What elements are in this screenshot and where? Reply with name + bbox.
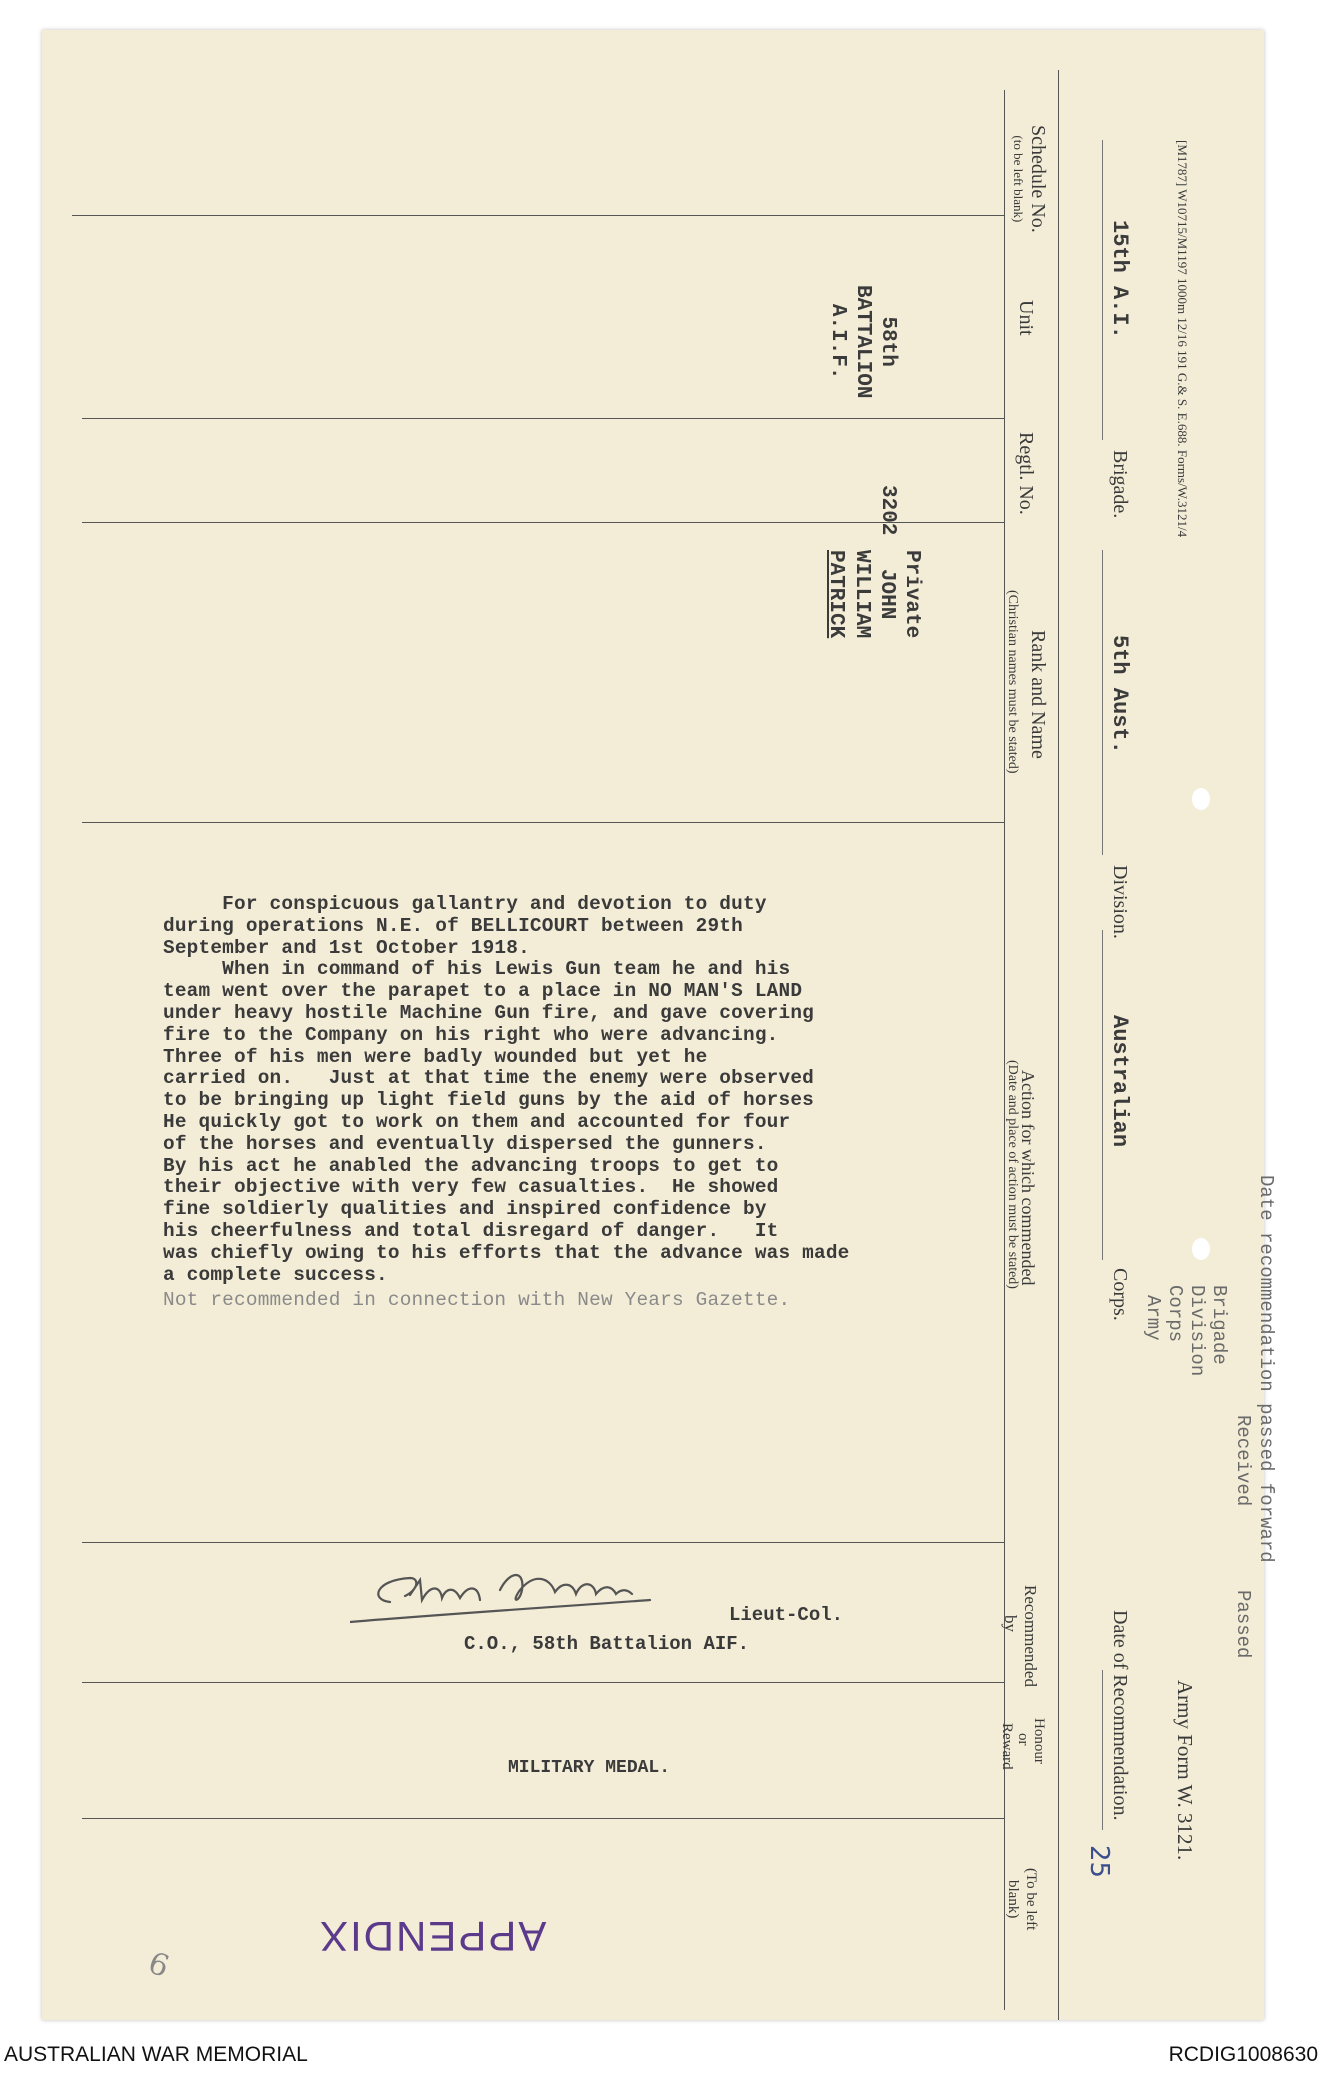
signer-rank: Lieut-Col. [729, 1604, 844, 1626]
citation-text [163, 894, 1023, 1312]
footer-id: RCDIG1008630 [1168, 2043, 1318, 2066]
routing-line-2b [1231, 1590, 1254, 1658]
citation-line: For conspicuous gallantry and devotion to duty [163, 893, 767, 915]
honour-reward: Reward [999, 1723, 1015, 1770]
signature-scrawl [350, 1560, 770, 1630]
date-of-recommendation-value: 25 [1084, 1845, 1114, 1879]
unit-header: Unit [1015, 300, 1037, 336]
blank-header-2: blank) [1005, 1880, 1021, 1919]
citation-line: September and 1st October 1918. [163, 936, 530, 959]
division-label: Division. [1109, 865, 1131, 939]
unit-line-2: BATTALION [850, 285, 874, 399]
rank-name-value [823, 550, 924, 638]
routing-forward: forward [1255, 1482, 1277, 1563]
gazette-note: Not recommended in connection with New Years Gazette. [163, 1289, 791, 1312]
rank-name-note: (Christian names must be stated) [1005, 590, 1020, 774]
date-underline [1102, 1670, 1103, 1830]
appendix-stamp: APPENDIX [318, 1913, 547, 1960]
name-line-2: WILLIAM [849, 550, 873, 639]
routing-brigade: Brigade [1208, 1285, 1230, 1365]
pencil-mark: 9 [144, 1942, 175, 1983]
citation-line: He quickly got to work on them and accounted for four [163, 1110, 791, 1133]
routing-division: Division [1186, 1285, 1208, 1377]
print-code: [M1787] W10715/M1197 1000m 12/16 191 G.& S. E.688. Forms/W.3121/4 [1175, 140, 1190, 538]
division-underline [1102, 550, 1103, 855]
citation-line: fine soldierly qualities and inspired confidence by [163, 1198, 767, 1221]
citation-line: team went over the parapet to a place in NO MAN'S LAND [163, 980, 803, 1003]
row-sep-4 [82, 822, 1004, 823]
corps-underline [1102, 930, 1103, 1260]
division-value: 5th Aust. [1107, 635, 1132, 754]
honour-or: or [1015, 1733, 1031, 1746]
citation-line: When in command of his Lewis Gun team he and his [163, 958, 791, 981]
citation-line: was chiefly owing to his efforts that the advance was made [163, 1241, 850, 1264]
citation-line: his cheerfulness and total disregard of danger. It [163, 1219, 779, 1242]
citation-line: of the horses and eventually dispersed the gunners. [163, 1132, 767, 1155]
blank-header: (To be left [1023, 1868, 1039, 1931]
unit-line-1: 58th [876, 316, 899, 367]
signer-unit: C.O., 58th Battalion AIF. [464, 1633, 750, 1655]
columns-rule [1058, 70, 1059, 2020]
citation-line: their objective with very few casualties. He showed [163, 1176, 779, 1199]
citation-line: By his act he anabled the advancing troops to get to [163, 1154, 779, 1177]
routing-received: Received [1232, 1415, 1254, 1507]
citation-line: a complete success. [163, 1263, 388, 1286]
recommended-header: Recommended [1021, 1585, 1040, 1687]
regtl-no-header: Regtl. No. [1015, 432, 1037, 515]
name-line-1: JOHN [874, 568, 898, 620]
routing-army: Army [1142, 1295, 1164, 1341]
citation-line: to be bringing up light field guns by the aid of horses [163, 1089, 814, 1112]
routing-corps: Corps [1164, 1285, 1186, 1343]
row-sep-5 [82, 1542, 1004, 1543]
row-sep-7 [82, 1818, 1004, 1819]
schedule-no-note: (to be left blank) [1011, 135, 1026, 223]
regtl-no-value: 3202 [876, 485, 899, 536]
form-number: Army Form W. 3121. [1173, 1680, 1197, 1861]
routing-date: Date [1255, 1175, 1277, 1221]
routing-passed: passed [1255, 1403, 1277, 1472]
row-sep-6 [82, 1682, 1004, 1683]
name-line-3: PATRICK [824, 550, 848, 639]
row-sep-2 [82, 418, 1004, 419]
brigade-value: 15th A.I. [1107, 220, 1132, 339]
routing-line-1 [1254, 1175, 1277, 1563]
punch-hole-top [1192, 788, 1210, 810]
routing-recommendation: recommendation [1255, 1232, 1277, 1392]
date-of-recommendation-label: Date of Recommendation. [1109, 1610, 1131, 1821]
action-note: (Date and place of action must be stated) [1005, 1060, 1020, 1289]
unit-value [824, 285, 900, 398]
action-header: Action for which commended [1018, 1070, 1038, 1286]
honour-header: Honour [1031, 1718, 1047, 1764]
corps-label: Corps. [1109, 1268, 1131, 1321]
footer-archive: AUSTRALIAN WAR MEMORIAL [4, 2043, 308, 2066]
rank-name-header [1026, 630, 1050, 759]
routing-passed-2: Passed [1232, 1590, 1254, 1659]
unit-line-3: A.I.F. [825, 303, 849, 380]
brigade-underline [1102, 140, 1103, 440]
row-sep-3 [82, 522, 1004, 523]
brigade-label: Brigade. [1109, 450, 1131, 519]
schedule-no-label: Schedule No. [1027, 125, 1049, 233]
citation-line: fire to the Company on his right who were advancing. [163, 1023, 779, 1046]
citation-line: under heavy hostile Machine Gun fire, and gave covering [163, 1001, 814, 1024]
punch-hole-bottom [1192, 1238, 1210, 1260]
citation-line: Three of his men were badly wounded but yet he [163, 1045, 708, 1068]
routing-line-2 [1231, 1415, 1254, 1506]
honour-value: MILITARY MEDAL. [508, 1758, 671, 1778]
rank-name-label: Rank and Name [1027, 630, 1049, 759]
citation-line: carried on. Just at that time the enemy were observed [163, 1067, 814, 1090]
recommended-by: by [1001, 1615, 1020, 1632]
corps-value: Australian [1107, 1015, 1132, 1148]
row-sep-1 [72, 215, 1004, 216]
citation-line: during operations N.E. of BELLICOURT between 29th [163, 914, 743, 937]
signature [350, 1560, 770, 1635]
rank-value: Private [900, 550, 923, 639]
schedule-no-header [1010, 125, 1050, 233]
